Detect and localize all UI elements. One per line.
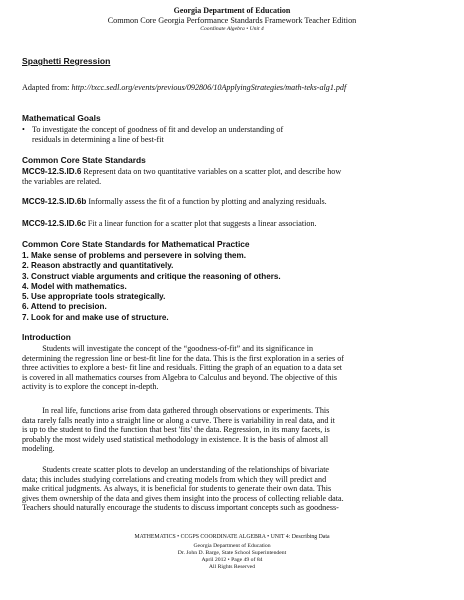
footer-course: MATHEMATICS • CCGPS COORDINATE ALGEBRA • UNIT 4: Describing Data <box>134 534 330 540</box>
ccss-heading: Common Core State Standards <box>22 155 146 165</box>
list-item: 2. Reason abstractly and quantitatively. <box>22 261 174 271</box>
practice-heading: Common Core State Standards for Mathematical Practice <box>22 239 250 249</box>
footer-info <box>0 543 464 571</box>
list-item: 5. Use appropriate tools strategically. <box>22 292 166 302</box>
goal-item-continuation: residuals in determining a line of best-fit <box>32 134 164 144</box>
list-item: 7. Look for and make use of structure. <box>22 312 169 322</box>
bullet-icon: • <box>22 125 25 134</box>
footer-line: Georgia Department of Education <box>193 543 271 549</box>
goals-heading: Mathematical Goals <box>22 113 101 123</box>
goals-list <box>22 125 442 144</box>
footer-line: April 2012 • Page 49 of 84 <box>201 557 263 563</box>
standard-item: MCC9-12.S.ID.6b Informally assess the fit of a function by plotting and analyzing residuals. <box>22 197 327 206</box>
footer-line: All Rights Reserved <box>208 564 256 570</box>
standard-code: MCC9-12.S.ID.6b <box>22 197 87 206</box>
source-link[interactable]: http://txcc.sedl.org/events/previous/092806/10ApplyingStrategies/math-teks-alg1.pdf <box>71 83 347 92</box>
header-org: Georgia Department of Education <box>173 6 291 15</box>
footer-line: Dr. John D. Barge, State School Superintendent <box>177 550 287 556</box>
page-title: Spaghetti Regression <box>22 56 111 66</box>
adapted-label: Adapted from: <box>22 83 70 92</box>
standard-code: MCC9-12.S.ID.6c <box>22 219 86 228</box>
list-item: 4. Model with mathematics. <box>22 281 127 291</box>
standard-item: MCC9-12.S.ID.6c Fit a linear function for a scatter plot that suggests a linear association. <box>22 219 317 228</box>
list-item: 3. Construct viable arguments and critique the reasoning of others. <box>22 271 281 281</box>
header-framework: Common Core Georgia Performance Standards Framework Teacher Edition <box>107 16 357 25</box>
intro-paragraph: Students create scatter plots to develop an understanding of the relationships of bivariate data; this includes studying correlations and creating models from which they will predict and make critical judgments. As always, it is beneficial for students to generate their own data. This gives them ownership of the data and gives them insight into the process of collecting reliable data. Teachers should naturally encourage the students to discuss important concepts such as goodness- <box>22 465 344 513</box>
goal-item: • To investigate the concept of goodness of fit and develop an understanding of <box>22 125 284 134</box>
practice-list <box>22 251 442 323</box>
standard-item: MCC9-12.S.ID.6 Represent data on two quantitative variables on a scatter plot, and describe how the variables are related. <box>22 167 342 186</box>
standard-code: MCC9-12.S.ID.6 <box>22 167 82 176</box>
adapted-from <box>22 83 442 93</box>
list-item: 1. Make sense of problems and persevere in solving them. <box>22 251 247 260</box>
header-unit: Coordinate Algebra • Unit 4 <box>200 26 264 32</box>
list-item: 6. Attend to precision. <box>22 302 107 312</box>
intro-heading: Introduction <box>22 332 71 342</box>
intro-paragraph: Students will investigate the concept of the “goodness-of-fit” and its significance in determining the regression line or best-fit line for the data. This is the first exploration in a series of three activities to explore a best- fit line and residuals. Fitting the graph of an equation to a data set is covered in all mathematics courses from Algebra to Calculus and beyond. The objective of this activity is to explore the concept in-depth. <box>22 344 344 392</box>
intro-paragraph: In real life, functions arise from data gathered through observations or experiments. This data rarely falls neatly into a straight line or along a curve. There is variability in real data, and it is up to the student to find the function that best 'fits' the data. Regression, in its many facets, is probably the most widely used statistical methodology in existence. It is the basis of almost all modeling. <box>22 406 335 454</box>
